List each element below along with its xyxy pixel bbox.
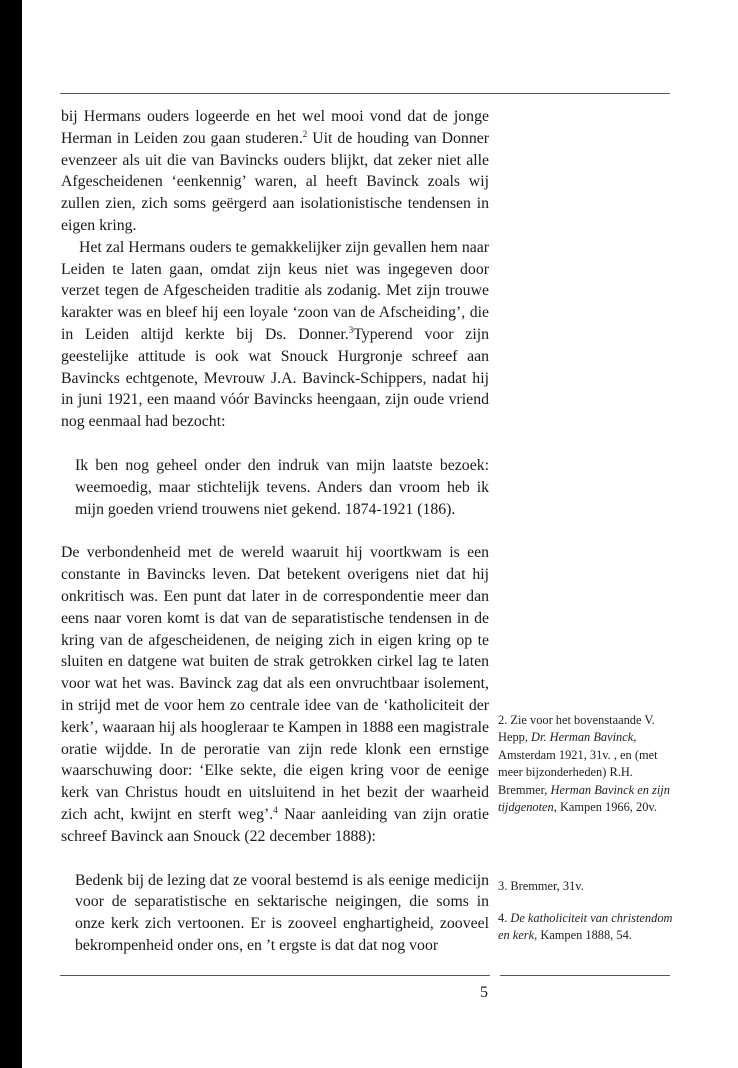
footer-rule (60, 975, 490, 976)
footnote-rule (500, 975, 670, 976)
footnote-3-text: 3. Bremmer, 31v. (498, 879, 584, 893)
footnote-2-title-1: Dr. Herman Bavinck (531, 730, 634, 745)
header-rule (60, 93, 670, 94)
footnote-4-title: De katholiciteit van christendom en kerk (498, 911, 673, 943)
paragraph-2 (61, 237, 489, 433)
footnote-ref-3[interactable]: 3 (348, 324, 354, 335)
footnote-2-mid: , Amsterdam 1921, 31v. , en (met meer bijzonderheden) R.H. Bremmer, (498, 730, 658, 797)
footnote-ref-4[interactable]: 4 (273, 804, 278, 815)
footnote-4-tail: , Kampen 1888, 54. (534, 928, 632, 943)
footnote-4-lead: 4. (498, 911, 511, 925)
paragraph-1-text: bij Hermans ouders logeerde en het wel mooi vond dat de jonge Herman in Leiden zou gaan studeren. (61, 108, 489, 147)
main-text (61, 106, 489, 957)
footnote-3 (498, 878, 673, 895)
paragraph-2-text-b: Typerend voor zijn geestelijke attitude is ook wat Snouck Hurgronje schreef aan Bavincks echtgenote, Mevrouw J.A. Bavinck-Schippers, nadat hij in juni 1921, een maand vóór Bavincks heengaan, zijn oude vriend nog eenmaal had bezocht: (61, 325, 489, 431)
paragraph-3 (61, 542, 489, 847)
page-number: 5 (480, 984, 488, 1001)
paragraph-1-text-b: Uit de houding van Donner evenzeer als uit die van Bavincks ouders blijkt, dat zeker niet alle Afgescheidenen ‘eenkennig’ waren, al heeft Bavinck zoals wij zullen zien, zich soms geërgerd aan isolationistische tendensen in eigen kring. (61, 129, 489, 234)
footnote-2 (498, 712, 673, 816)
block-quote-2 (75, 870, 489, 957)
paragraph-2-text: Het zal Hermans ouders te gemakkelijker zijn gevallen hem naar Leiden te laten gaan, omdat zijn keus niet was ingegeven door verzet tegen de Afgescheiden traditie als zodanig. Met zijn trouwe karakter was en bleef hij een loyale ‘zoon van de Afscheiding’, die in Leiden altijd kerkte bij Ds. Donner. (61, 238, 489, 343)
paragraph-3-text-b: Naar aanleiding van zijn oratie schreef Bavinck aan Snouck (22 december 1888): (61, 805, 490, 845)
footnote-2-tail: , Kampen 1966, 20v. (553, 800, 657, 815)
block-quote-1-text: Ik ben nog geheel onder den indruk van mijn laatste bezoek: weemoedig, maar stichtelijk tevens. Anders dan vroom heb ik mijn goeden vriend trouwens niet gekend. 1874-1921 (186). (75, 456, 489, 518)
paragraph-3-text: De verbondenheid met de wereld waaruit hij voortkwam is een constante in Bavincks leven. Dat betekent overigens niet dat hij onkritisch was. Een punt dat later in de correspondentie meer dan eens naar voren komt is dat van de separatistische tendensen in de kring van de afgescheidenen, de neiging zich in eigen kring op te sluiten en datgene wat buiten de strak getrokken cirkel lag te laten voor wat het was. Bavinck zag dat als een onvruchtbaar isolement, in strijd met de voor hem zo centrale idee van de ‘katholiciteit der kerk’, waaraan hij als hoogleraar te Kampen in 1888 een magistrale oratie wijdde. In de peroratie van zijn rede klonk een ernstige waarschuwing door: ‘Elke sekte, die eigen kring voor de eenige kerk van Christus houdt en uitsluitend in het bezit der waarheid zich acht, kwijnt en sterft weg’. (61, 544, 489, 823)
footnote-4 (498, 910, 673, 945)
footnote-2-lead: 2. Zie voor het bovenstaande V. Hepp, (498, 713, 655, 745)
footnote-2-title-2: Herman Bavinck en zijn tijdgenoten (498, 782, 670, 815)
scan-edge-bar (0, 0, 22, 1068)
paragraph-1 (61, 106, 489, 237)
block-quote-2-text: Bedenk bij de lezing dat ze vooral bestemd is als eenige medicijn voor de separatistische en sektarische neigingen, die soms in onze kerk zich vertoonen. Er is zooveel enghartigheid, zooveel bekrompenheid onder ons, en ’t ergste is dat dat nog voor (75, 871, 489, 954)
block-quote-1 (75, 455, 489, 520)
footnote-ref-2[interactable]: 2 (302, 128, 308, 139)
